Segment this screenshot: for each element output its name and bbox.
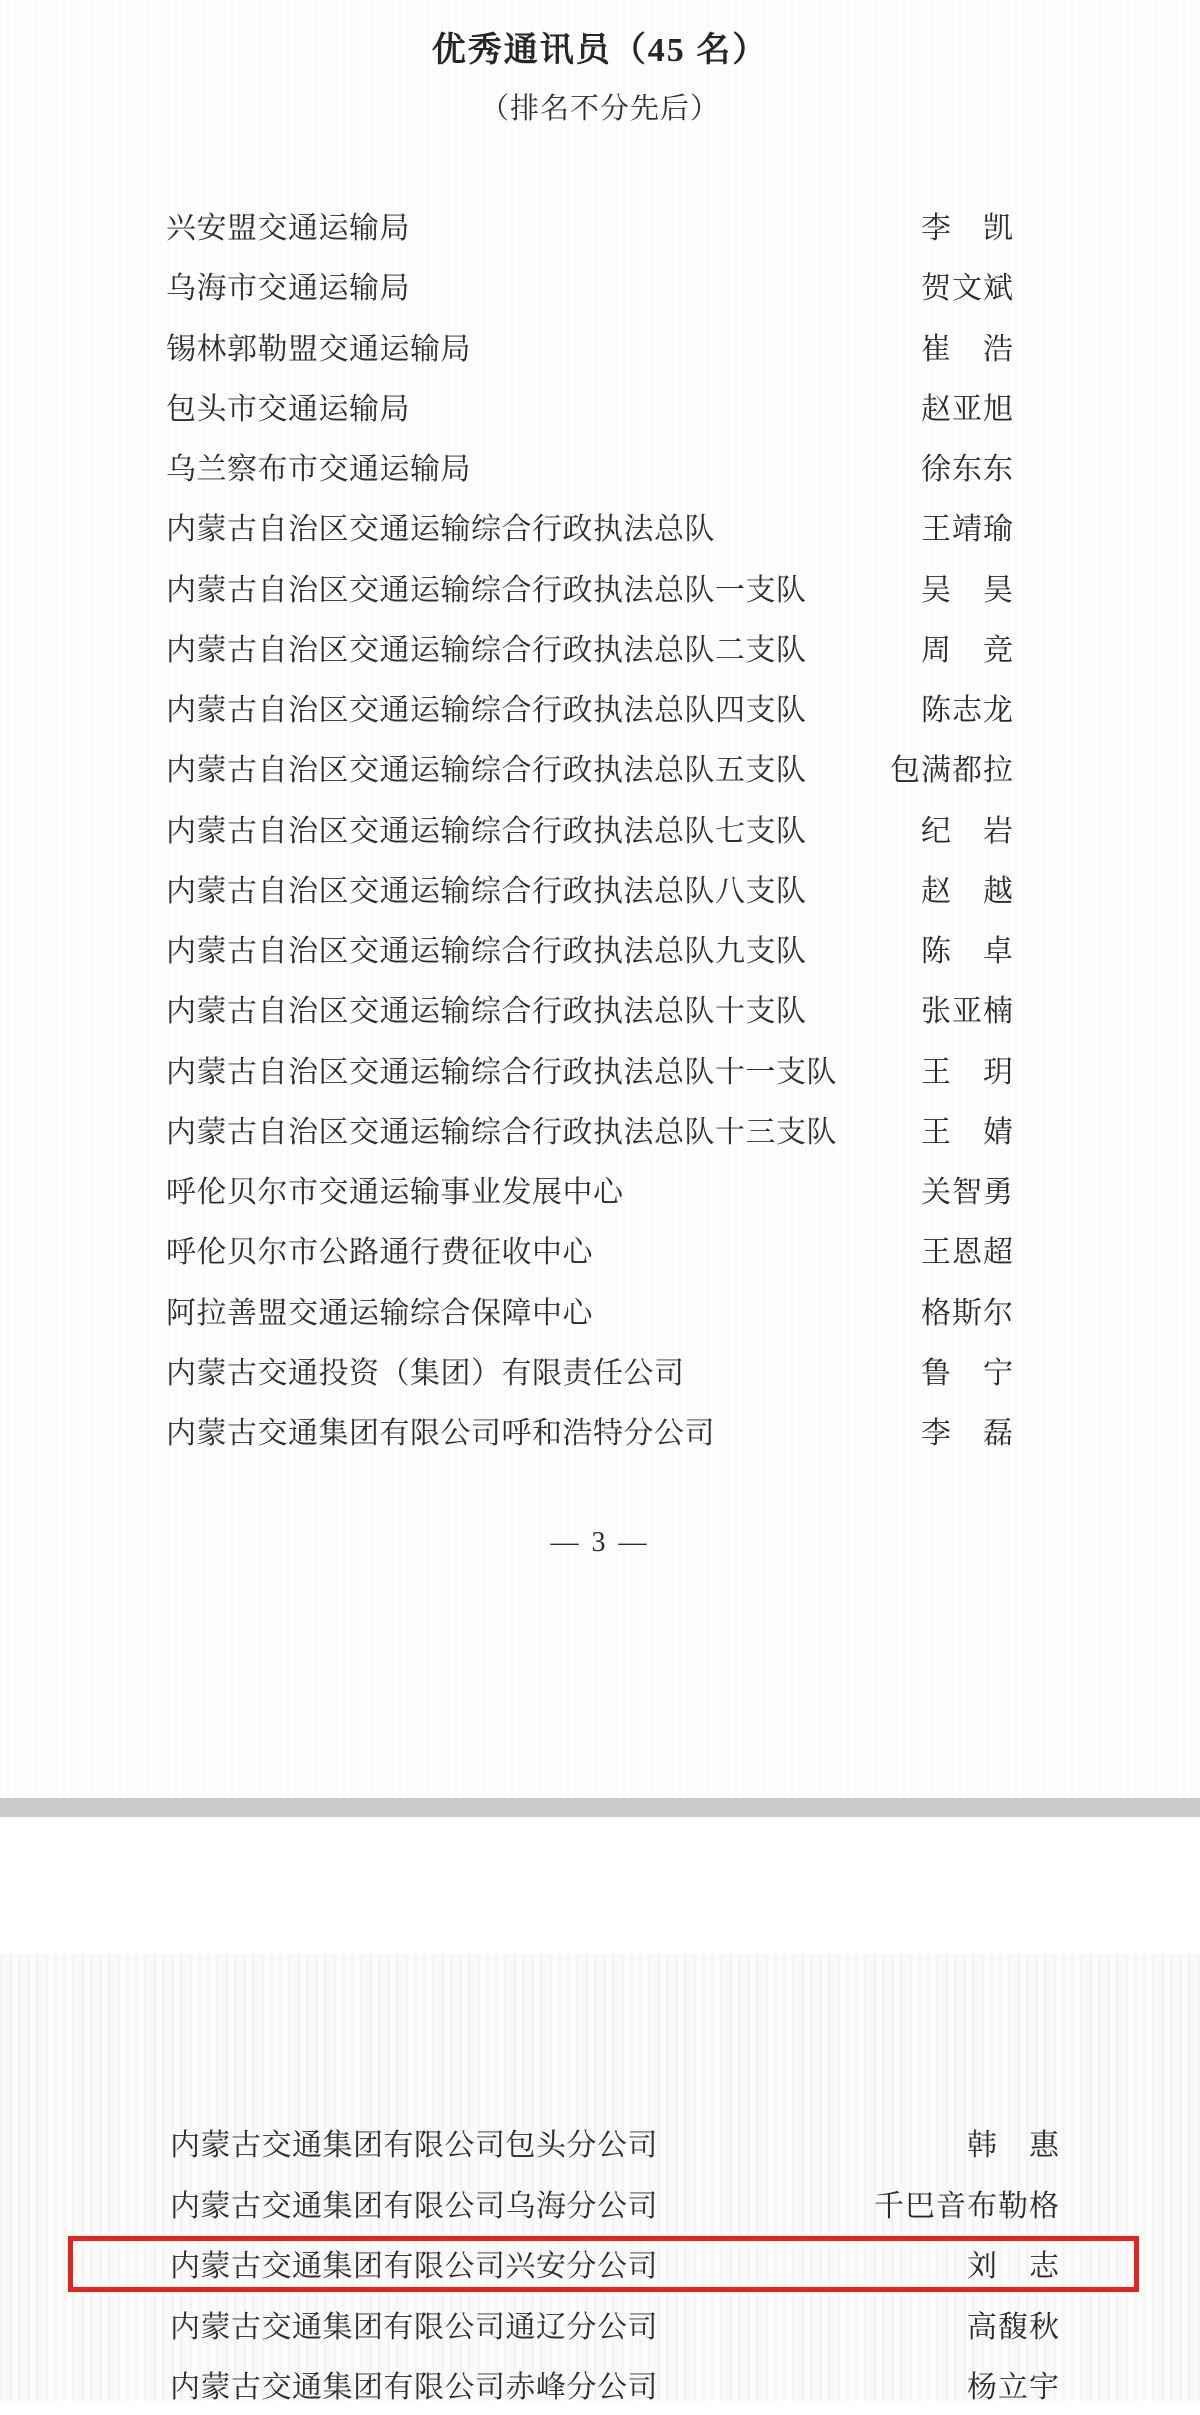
- entry-row: [166, 195, 1014, 255]
- person-name: 崔 浩: [921, 332, 1014, 366]
- entry-row: [166, 737, 1014, 797]
- page-number: — 3 —: [550, 1527, 650, 1558]
- org-name: 内蒙古自治区交通运输综合行政执法总队一支队: [166, 573, 807, 607]
- entry-row: [166, 617, 1014, 677]
- person-name: 王靖瑜: [921, 513, 1014, 547]
- entry-row: [170, 2173, 1060, 2234]
- entry-row: [166, 436, 1014, 496]
- entry-row: [170, 2294, 1060, 2355]
- person-name: 贺文斌: [921, 272, 1014, 306]
- person-name: 王恩超: [921, 1236, 1014, 1270]
- org-name: 内蒙古交通集团有限公司包头分公司: [170, 2129, 658, 2163]
- org-name: 乌海市交通运输局: [166, 272, 410, 306]
- person-name: 高馥秋: [967, 2310, 1060, 2344]
- person-name: 纪 岩: [921, 814, 1014, 848]
- org-name: 内蒙古自治区交通运输综合行政执法总队十支队: [166, 995, 807, 1029]
- entry-row: [170, 2233, 1060, 2294]
- entry-row: [166, 1340, 1014, 1400]
- person-name: 格斯尔: [921, 1296, 1014, 1330]
- entry-row: [166, 978, 1014, 1038]
- entry-row: [166, 376, 1014, 436]
- person-name: 王 婧: [921, 1115, 1014, 1149]
- org-name: 包头市交通运输局: [166, 392, 410, 426]
- person-name: 赵亚旭: [921, 392, 1014, 426]
- inter-page-gap: [0, 1817, 1200, 1954]
- org-name: 内蒙古自治区交通运输综合行政执法总队二支队: [166, 633, 807, 667]
- org-name: 内蒙古交通集团有限公司乌海分公司: [170, 2189, 658, 2223]
- entry-row: [170, 2112, 1060, 2173]
- org-name: 内蒙古自治区交通运输综合行政执法总队八支队: [166, 874, 807, 908]
- person-name: 韩 惠: [967, 2129, 1060, 2163]
- page-separator-band: [0, 1798, 1200, 1817]
- scanned-page-2: [0, 1954, 1200, 2405]
- person-name: 李 磊: [921, 1417, 1014, 1451]
- person-name: 杨立宇: [967, 2371, 1060, 2405]
- person-name: 张亚楠: [921, 995, 1014, 1029]
- entry-row: [170, 2354, 1060, 2415]
- org-name: 内蒙古交通投资（集团）有限责任公司: [166, 1356, 685, 1390]
- entry-row: [166, 1039, 1014, 1099]
- org-name: 阿拉善盟交通运输综合保障中心: [166, 1296, 593, 1330]
- entry-row: [166, 798, 1014, 858]
- person-name: 鲁 宁: [921, 1356, 1014, 1390]
- person-name: 关智勇: [921, 1176, 1014, 1210]
- org-name: 内蒙古自治区交通运输综合行政执法总队十一支队: [166, 1055, 837, 1089]
- entry-row: [166, 918, 1014, 978]
- org-name: 内蒙古自治区交通运输综合行政执法总队四支队: [166, 694, 807, 728]
- entry-row: [166, 255, 1014, 315]
- org-name: 乌兰察布市交通运输局: [166, 453, 471, 487]
- person-name: 徐东东: [921, 453, 1014, 487]
- person-name: 千巴音布勒格: [874, 2189, 1060, 2223]
- entry-row: [166, 316, 1014, 376]
- awardee-list-page1: [166, 195, 1014, 1460]
- person-name: 陈志龙: [921, 694, 1014, 728]
- org-name: 内蒙古自治区交通运输综合行政执法总队: [166, 513, 715, 547]
- entry-row: [166, 1400, 1014, 1460]
- person-name: 周 竞: [921, 633, 1014, 667]
- org-name: 呼伦贝尔市公路通行费征收中心: [166, 1236, 593, 1270]
- person-name: 李 凯: [921, 212, 1014, 246]
- entry-row: [166, 557, 1014, 617]
- awardee-list-page2: [170, 2112, 1060, 2415]
- entry-row: [166, 858, 1014, 918]
- org-name: 内蒙古交通集团有限公司通辽分公司: [170, 2310, 658, 2344]
- org-name: 锡林郭勒盟交通运输局: [166, 332, 471, 366]
- org-name: 内蒙古交通集团有限公司赤峰分公司: [170, 2371, 658, 2405]
- person-name: 王 玥: [921, 1055, 1014, 1089]
- org-name: 兴安盟交通运输局: [166, 212, 410, 246]
- org-name: 内蒙古自治区交通运输综合行政执法总队七支队: [166, 814, 807, 848]
- org-name: 内蒙古自治区交通运输综合行政执法总队九支队: [166, 935, 807, 969]
- person-name: 吴 昊: [921, 573, 1014, 607]
- document-title: 优秀通讯员（45 名）: [431, 32, 769, 69]
- person-name: 赵 越: [921, 874, 1014, 908]
- person-name: 包满都拉: [890, 754, 1014, 788]
- person-name: 刘 志: [967, 2250, 1060, 2284]
- entry-row: [166, 1219, 1014, 1279]
- entry-row: [166, 1280, 1014, 1340]
- document-subtitle: （排名不分先后）: [479, 93, 720, 125]
- entry-row: [166, 496, 1014, 556]
- org-name: 内蒙古交通集团有限公司呼和浩特分公司: [166, 1417, 715, 1451]
- org-name: 内蒙古交通集团有限公司兴安分公司: [170, 2250, 658, 2284]
- entry-row: [166, 677, 1014, 737]
- org-name: 内蒙古自治区交通运输综合行政执法总队十三支队: [166, 1115, 837, 1149]
- entry-row: [166, 1099, 1014, 1159]
- entry-row: [166, 1159, 1014, 1219]
- person-name: 陈 卓: [921, 935, 1014, 969]
- org-name: 内蒙古自治区交通运输综合行政执法总队五支队: [166, 754, 807, 788]
- org-name: 呼伦贝尔市交通运输事业发展中心: [166, 1176, 624, 1210]
